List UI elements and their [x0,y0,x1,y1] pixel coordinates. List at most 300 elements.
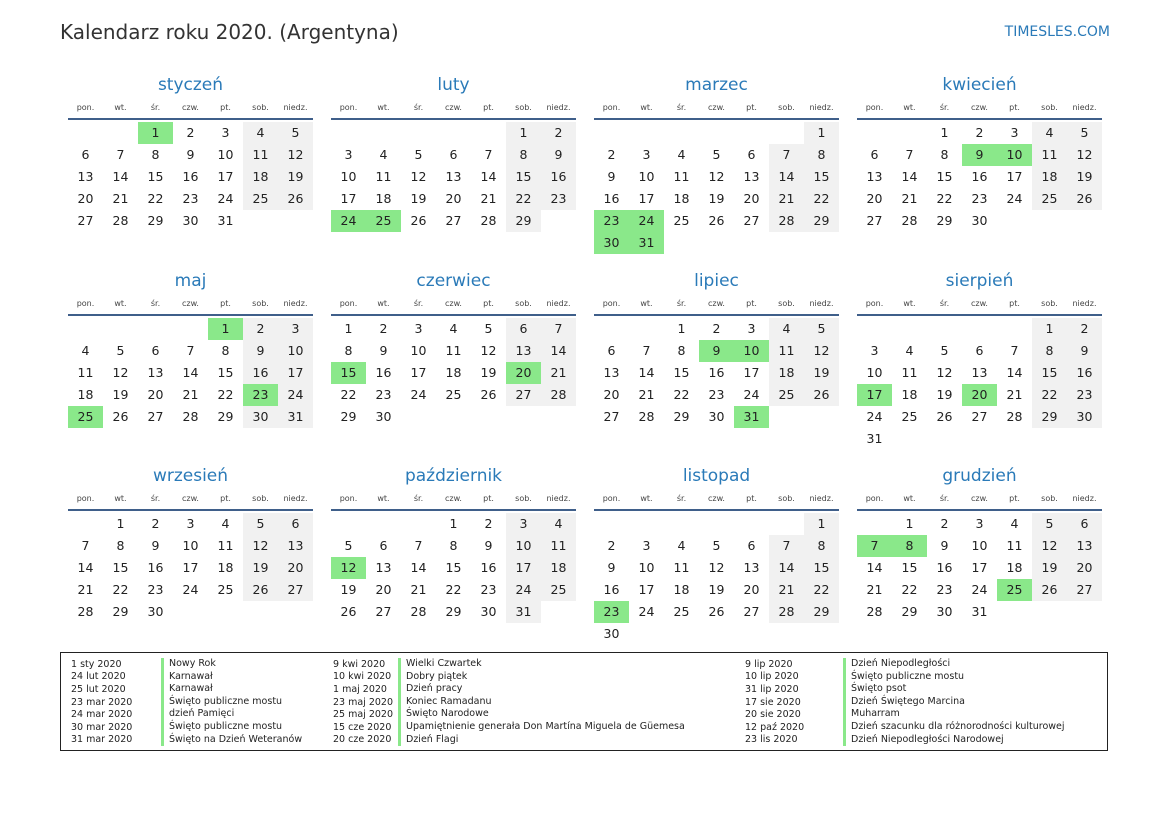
holiday-date: 15 cze 2020 [333,721,392,733]
empty-cell [927,318,962,340]
holiday-name: Święto Narodowe [398,708,489,721]
day-cell: 14 [541,340,576,362]
day-cell: 26 [708,213,725,228]
day-cell: 21 [1006,386,1023,402]
day-cell: 16 [603,582,620,597]
day-cell: 17 [278,362,313,384]
weekday-label: wt. [903,103,916,112]
day-cell: 29 [340,408,357,424]
weekday-label: pt. [220,298,231,308]
day-cell: 7 [81,538,90,553]
day-cell: 20 [1067,557,1102,579]
day-cell: 3 [747,320,756,336]
day-cell: 24 [743,386,760,402]
holiday-day-cell: 25 [68,406,103,428]
holiday-name: Dzień Niepodległości [843,658,950,671]
day-cell: 21 [182,386,199,402]
empty-cell [892,122,927,144]
day-cell: 27 [866,213,883,228]
holiday-name: Koniec Ramadanu [398,696,492,709]
empty-cell [173,318,208,340]
day-cell: 26 [804,384,839,406]
day-cell: 6 [607,342,616,358]
day-cell: 31 [506,601,541,623]
month-name: listopad [682,466,751,486]
day-cell: 14 [769,166,804,188]
holiday-day-cell: 10 [734,340,769,362]
day-cell: 31 [971,604,988,619]
day-cell: 23 [708,386,725,402]
weekday-header [857,295,1102,316]
day-cell: 16 [182,169,199,184]
holiday-date: 23 mar 2020 [71,696,133,708]
day-cell: 27 [375,604,392,619]
empty-cell [962,318,997,340]
day-cell: 18 [217,560,234,575]
empty-cell [68,513,103,535]
day-cell: 30 [182,213,199,228]
day-cell: 11 [901,364,918,380]
day-cell: 5 [414,147,423,162]
holiday-day-cell: 12 [331,557,366,579]
day-cell: 21 [112,191,129,206]
day-cell: 24 [278,384,313,406]
day-cell: 3 [344,147,353,162]
holiday-day-cell: 20 [506,362,541,384]
day-cell: 3 [642,538,651,553]
day-cell: 24 [506,579,541,601]
holiday-name: Karnawał [161,671,213,684]
empty-cell [331,513,366,535]
day-cell: 30 [708,408,725,424]
days-grid [331,122,576,232]
weekday-label: śr. [150,103,161,112]
month-name: styczeń [157,75,224,95]
weekday-label: wt. [377,298,390,308]
month-calendar [594,269,839,465]
day-cell: 3 [870,342,879,358]
weekday-label: sob. [1041,494,1058,503]
month-calendar [331,269,576,465]
weekday-label: sob. [778,103,795,112]
holiday-name: Święto na Dzień Weteranów [161,734,302,747]
holiday-date: 31 lip 2020 [745,683,799,695]
days-grid [331,513,576,623]
days-grid [594,122,839,254]
day-cell: 1 [449,516,458,531]
weekday-label: pon. [602,494,621,503]
legend-row [333,696,685,709]
day-cell: 24 [638,604,655,619]
day-cell: 17 [743,364,760,380]
day-cell: 13 [147,364,164,380]
day-cell: 5 [1032,513,1067,535]
holiday-legend [60,652,1108,751]
month-calendar [331,464,576,660]
weekday-label: sob. [778,298,795,308]
weekday-label: pt. [220,494,231,503]
day-cell: 28 [1006,408,1023,424]
empty-cell [366,513,401,535]
day-cell: 19 [480,364,497,380]
day-cell: 3 [186,516,195,531]
day-cell: 29 [673,408,690,424]
day-cell: 5 [712,147,721,162]
weekday-label: śr. [413,494,424,503]
day-cell: 23 [480,582,497,597]
day-cell: 2 [541,122,576,144]
day-cell: 17 [1006,169,1023,184]
day-cell: 3 [975,516,984,531]
day-cell: 12 [708,560,725,575]
day-cell: 11 [375,169,392,184]
day-cell: 11 [217,538,234,553]
day-cell: 2 [607,147,616,162]
holiday-date: 20 sie 2020 [745,709,801,721]
day-cell: 16 [603,191,620,206]
day-cell: 2 [940,516,949,531]
weekday-header [857,99,1102,120]
day-cell: 12 [410,169,427,184]
empty-cell [734,513,769,535]
day-cell: 3 [642,147,651,162]
day-cell: 25 [673,604,690,619]
day-cell: 6 [449,147,458,162]
day-cell: 25 [445,386,462,402]
weekday-label: śr. [413,103,424,112]
weekday-header [68,99,313,120]
day-cell: 1 [1032,318,1067,340]
day-cell: 2 [712,320,721,336]
legend-row [71,696,302,709]
holiday-date: 17 sie 2020 [745,696,801,708]
day-cell: 7 [642,342,651,358]
day-cell: 2 [243,318,278,340]
weekday-label: pt. [483,494,494,503]
day-cell: 10 [410,342,427,358]
weekday-label: niedz. [1072,494,1097,503]
day-cell: 5 [243,513,278,535]
holiday-date: 31 mar 2020 [71,734,133,746]
day-cell: 9 [940,538,949,553]
day-cell: 11 [541,535,576,557]
month-calendar [857,73,1102,269]
day-cell: 30 [1067,406,1102,428]
day-cell: 29 [804,210,839,232]
day-cell: 5 [1067,122,1102,144]
day-cell: 1 [116,516,125,531]
day-cell: 16 [1067,362,1102,384]
weekday-label: czw. [971,494,988,503]
day-cell: 12 [936,364,953,380]
empty-cell [629,122,664,144]
day-cell: 7 [905,147,914,162]
day-cell: 20 [77,191,94,206]
day-cell: 17 [182,560,199,575]
day-cell: 9 [484,538,493,553]
weekday-label: pt. [746,103,757,112]
weekday-label: śr. [150,494,161,503]
day-cell: 10 [866,364,883,380]
day-cell: 30 [480,604,497,619]
holiday-name: Dzień pracy [398,683,462,696]
site-link[interactable]: TIMESLES.COM [1004,24,1110,40]
day-cell: 24 [182,582,199,597]
holiday-date: 20 cze 2020 [333,734,392,746]
day-cell: 8 [506,144,541,166]
day-cell: 9 [607,169,616,184]
day-cell: 15 [673,364,690,380]
month-calendar [857,464,1102,660]
day-cell: 15 [147,169,164,184]
day-cell: 26 [112,408,129,424]
weekday-label: pt. [483,298,494,308]
day-cell: 16 [971,169,988,184]
day-cell: 15 [217,364,234,380]
holiday-day-cell: 1 [208,318,243,340]
legend-row [333,708,685,721]
day-cell: 10 [971,538,988,553]
weekday-label: wt. [114,103,127,112]
day-cell: 6 [81,147,90,162]
empty-cell [594,318,629,340]
empty-cell [103,122,138,144]
day-cell: 4 [449,320,458,336]
empty-cell [471,122,506,144]
day-cell: 7 [769,535,804,557]
holiday-day-cell: 7 [857,535,892,557]
day-cell: 12 [1067,144,1102,166]
day-cell: 1 [677,320,686,336]
day-cell: 23 [1067,384,1102,406]
legend-row [745,683,1065,696]
weekday-label: niedz. [809,103,834,112]
holiday-name: Karnawał [161,683,213,696]
weekday-label: niedz. [283,103,308,112]
day-cell: 10 [506,535,541,557]
legend-row [71,734,302,747]
legend-row [71,671,302,684]
weekday-label: niedz. [546,298,571,308]
day-cell: 13 [445,169,462,184]
day-cell: 4 [541,513,576,535]
holiday-name: Święto psot [843,683,906,696]
day-cell: 1 [506,122,541,144]
day-cell: 13 [1067,535,1102,557]
page-title: Kalendarz roku 2020. (Argentyna) [60,20,399,44]
day-cell: 28 [901,213,918,228]
legend-row [333,683,685,696]
day-cell: 29 [112,604,129,619]
holiday-name: dzień Pamięci [161,708,234,721]
day-cell: 9 [1067,340,1102,362]
legend-column [745,658,1065,746]
day-cell: 19 [1067,166,1102,188]
day-cell: 3 [1010,125,1019,140]
weekday-label: czw. [708,298,725,308]
weekday-label: pt. [746,494,757,503]
day-cell: 29 [936,213,953,228]
day-cell: 11 [673,560,690,575]
empty-cell [734,122,769,144]
holiday-name: Dobry piątek [398,671,467,684]
holiday-name: Święto publiczne mostu [161,721,282,734]
day-cell: 8 [804,144,839,166]
weekday-label: sob. [252,103,269,112]
day-cell: 7 [414,538,423,553]
day-cell: 12 [804,340,839,362]
day-cell: 18 [77,386,94,402]
day-cell: 6 [870,147,879,162]
month-name: październik [404,466,503,486]
empty-cell [664,513,699,535]
day-cell: 11 [77,364,94,380]
day-cell: 14 [866,560,883,575]
day-cell: 16 [480,560,497,575]
day-cell: 8 [221,342,230,358]
empty-cell [769,513,804,535]
weekday-label: czw. [708,494,725,503]
weekday-label: pon. [339,103,358,112]
day-cell: 18 [769,362,804,384]
month-calendar [68,73,313,269]
day-cell: 20 [375,582,392,597]
day-cell: 7 [541,318,576,340]
day-cell: 13 [866,169,883,184]
day-cell: 23 [541,188,576,210]
day-cell: 8 [804,535,839,557]
day-cell: 20 [603,386,620,402]
weekday-label: wt. [377,103,390,112]
holiday-name: Dzień Świętego Marcina [843,696,965,709]
month-name: marzec [685,75,748,95]
day-cell: 29 [445,604,462,619]
day-cell: 24 [1006,191,1023,206]
empty-cell [138,318,173,340]
empty-cell [629,513,664,535]
day-cell: 20 [866,191,883,206]
weekday-label: niedz. [546,494,571,503]
day-cell: 13 [278,535,313,557]
empty-cell [103,318,138,340]
weekday-header [857,490,1102,511]
day-cell: 19 [340,582,357,597]
day-cell: 26 [708,604,725,619]
month-name: grudzień [942,466,1017,486]
day-cell: 17 [971,560,988,575]
holiday-date: 23 lis 2020 [745,734,798,746]
holiday-name: Święto publiczne mostu [161,696,282,709]
day-cell: 18 [901,386,918,402]
day-cell: 21 [480,191,497,206]
day-cell: 26 [278,188,313,210]
day-cell: 27 [147,408,164,424]
day-cell: 16 [936,560,953,575]
day-cell: 29 [1032,406,1067,428]
holiday-name: Dzień Flagi [398,734,458,747]
weekday-label: pon. [602,298,621,308]
weekday-label: pon. [865,298,884,308]
day-cell: 12 [480,342,497,358]
weekday-label: pt. [746,298,757,308]
day-cell: 22 [804,188,839,210]
day-cell: 9 [243,340,278,362]
holiday-day-cell: 23 [594,210,629,232]
day-cell: 21 [769,579,804,601]
weekday-header [594,490,839,511]
day-cell: 22 [1032,384,1067,406]
day-cell: 1 [344,320,353,336]
day-cell: 14 [410,560,427,575]
weekday-label: sob. [1041,298,1058,308]
day-cell: 19 [708,582,725,597]
day-cell: 22 [673,386,690,402]
day-cell: 26 [1032,579,1067,601]
day-cell: 7 [769,144,804,166]
day-cell: 2 [975,125,984,140]
weekday-label: śr. [676,494,687,503]
day-cell: 15 [112,560,129,575]
holiday-name: Dzień Niepodległości Narodowej [843,734,1004,747]
day-cell: 6 [278,513,313,535]
day-cell: 12 [1032,535,1067,557]
day-cell: 3 [414,320,423,336]
day-cell: 24 [217,191,234,206]
month-calendar [68,269,313,465]
day-cell: 19 [278,166,313,188]
day-cell: 14 [769,557,804,579]
weekday-label: pon. [339,494,358,503]
weekday-label: czw. [708,103,725,112]
day-cell: 10 [217,147,234,162]
weekday-label: śr. [939,298,950,308]
empty-cell [997,318,1032,340]
day-cell: 16 [708,364,725,380]
day-cell: 26 [340,604,357,619]
weekday-label: niedz. [1072,103,1097,112]
legend-row [71,708,302,721]
days-grid [331,318,576,428]
weekday-label: pon. [339,298,358,308]
weekday-label: wt. [903,494,916,503]
weekday-label: pt. [1009,103,1020,112]
day-cell: 22 [217,386,234,402]
weekday-label: sob. [515,103,532,112]
weekday-label: czw. [445,298,462,308]
day-cell: 25 [217,582,234,597]
day-cell: 6 [747,538,756,553]
day-cell: 24 [866,408,883,424]
holiday-date: 10 kwi 2020 [333,671,392,683]
holiday-day-cell: 31 [629,232,664,254]
day-cell: 9 [186,147,195,162]
days-grid [68,318,313,428]
weekday-label: pon. [76,494,95,503]
day-cell: 20 [278,557,313,579]
day-cell: 5 [712,538,721,553]
day-cell: 24 [971,582,988,597]
holiday-date: 1 maj 2020 [333,683,387,695]
day-cell: 25 [541,579,576,601]
day-cell: 30 [971,213,988,228]
day-cell: 7 [484,147,493,162]
day-cell: 22 [936,191,953,206]
weekday-header [331,490,576,511]
weekday-label: czw. [182,298,199,308]
holiday-day-cell: 23 [594,601,629,623]
day-cell: 29 [147,213,164,228]
weekday-label: czw. [971,103,988,112]
